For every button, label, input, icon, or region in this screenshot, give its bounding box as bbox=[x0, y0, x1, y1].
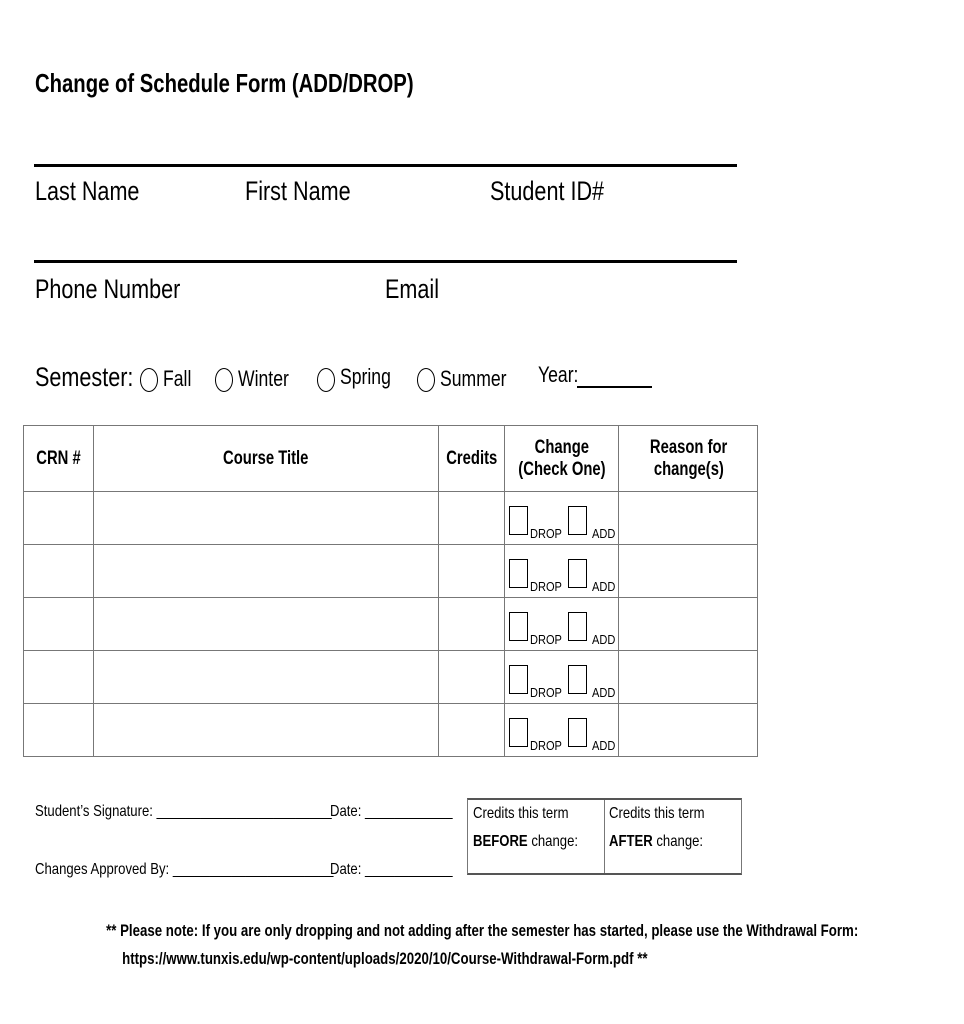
reason-cell[interactable] bbox=[619, 545, 758, 598]
change-cell bbox=[505, 651, 619, 704]
table-header-row bbox=[24, 426, 758, 492]
drop-checkbox[interactable] bbox=[509, 506, 528, 535]
add-checkbox[interactable] bbox=[568, 612, 587, 641]
header-course-title: Course Title bbox=[94, 426, 439, 492]
change-cell bbox=[505, 492, 619, 545]
contact-line[interactable] bbox=[34, 260, 737, 263]
drop-checkbox[interactable] bbox=[509, 612, 528, 641]
drop-label: DROP bbox=[530, 526, 563, 541]
year-label: Year: bbox=[538, 362, 579, 387]
credits-cell[interactable] bbox=[439, 545, 505, 598]
add-checkbox[interactable] bbox=[568, 559, 587, 588]
option-spring: Spring bbox=[340, 364, 391, 389]
credits-cell[interactable] bbox=[439, 704, 505, 757]
drop-label: DROP bbox=[530, 685, 563, 700]
credits-box bbox=[467, 798, 742, 875]
add-checkbox[interactable] bbox=[568, 665, 587, 694]
credits-cell[interactable] bbox=[439, 598, 505, 651]
semester-label: Semester: bbox=[35, 362, 134, 392]
header-change: Change (Check One) bbox=[505, 426, 619, 492]
credits-before-label: Credits this term bbox=[473, 805, 569, 822]
radio-summer[interactable] bbox=[417, 368, 435, 392]
add-label: ADD bbox=[592, 685, 616, 700]
add-checkbox[interactable] bbox=[568, 718, 587, 747]
first-name-label: First Name bbox=[245, 176, 351, 206]
withdrawal-note-line2: https://www.tunxis.edu/wp-content/uploads/2020/10/Course-Withdrawal-Form.pdf ** bbox=[122, 949, 648, 968]
drop-label: DROP bbox=[530, 632, 563, 647]
option-winter: Winter bbox=[238, 366, 289, 391]
add-label: ADD bbox=[592, 632, 616, 647]
reason-cell[interactable] bbox=[619, 651, 758, 704]
year-field[interactable] bbox=[577, 386, 652, 388]
reason-cell[interactable] bbox=[619, 704, 758, 757]
header-crn: CRN # bbox=[24, 426, 94, 492]
option-summer: Summer bbox=[440, 366, 507, 391]
credits-after-change: AFTER change: bbox=[609, 833, 704, 850]
course-title-cell[interactable] bbox=[94, 598, 439, 651]
last-name-label: Last Name bbox=[35, 176, 140, 206]
course-title-cell[interactable] bbox=[94, 651, 439, 704]
email-label: Email bbox=[385, 274, 440, 304]
reason-cell[interactable] bbox=[619, 492, 758, 545]
crn-cell[interactable] bbox=[24, 651, 94, 704]
header-reason: Reason for change(s) bbox=[619, 426, 758, 492]
table-row bbox=[24, 651, 758, 704]
option-fall: Fall bbox=[163, 366, 192, 391]
credits-cell[interactable] bbox=[439, 492, 505, 545]
drop-checkbox[interactable] bbox=[509, 559, 528, 588]
drop-checkbox[interactable] bbox=[509, 665, 528, 694]
crn-cell[interactable] bbox=[24, 492, 94, 545]
withdrawal-note-line1: ** Please note: If you are only dropping and not adding after the semester has started, please use the Withdrawal Form: bbox=[106, 921, 859, 940]
drop-checkbox[interactable] bbox=[509, 718, 528, 747]
phone-label: Phone Number bbox=[35, 274, 181, 304]
table-row bbox=[24, 545, 758, 598]
credits-cell[interactable] bbox=[439, 651, 505, 704]
credits-after-label: Credits this term bbox=[609, 805, 705, 822]
change-cell bbox=[505, 545, 619, 598]
course-title-cell[interactable] bbox=[94, 492, 439, 545]
add-label: ADD bbox=[592, 526, 616, 541]
radio-winter[interactable] bbox=[215, 368, 233, 392]
add-checkbox[interactable] bbox=[568, 506, 587, 535]
change-cell bbox=[505, 704, 619, 757]
table-row bbox=[24, 598, 758, 651]
form-title: Change of Schedule Form (ADD/DROP) bbox=[35, 68, 414, 98]
date-field-1[interactable]: Date: ____________ bbox=[330, 803, 453, 820]
radio-fall[interactable] bbox=[140, 368, 158, 392]
name-line[interactable] bbox=[34, 164, 737, 167]
crn-cell[interactable] bbox=[24, 545, 94, 598]
student-id-label: Student ID# bbox=[490, 176, 605, 206]
table-row bbox=[24, 704, 758, 757]
reason-cell[interactable] bbox=[619, 598, 758, 651]
header-credits: Credits bbox=[439, 426, 505, 492]
table-row bbox=[24, 492, 758, 545]
change-cell bbox=[505, 598, 619, 651]
drop-label: DROP bbox=[530, 579, 563, 594]
schedule-table bbox=[23, 425, 758, 757]
add-label: ADD bbox=[592, 579, 616, 594]
date-field-2[interactable]: Date: ____________ bbox=[330, 861, 453, 878]
crn-cell[interactable] bbox=[24, 704, 94, 757]
approved-by-field[interactable]: Changes Approved By: ______________________ bbox=[35, 861, 334, 878]
course-title-cell[interactable] bbox=[94, 545, 439, 598]
student-signature-field[interactable]: Student’s Signature: ________________________ bbox=[35, 803, 332, 820]
credits-before-change: BEFORE change: bbox=[473, 833, 579, 850]
course-title-cell[interactable] bbox=[94, 704, 439, 757]
crn-cell[interactable] bbox=[24, 598, 94, 651]
drop-label: DROP bbox=[530, 738, 563, 753]
radio-spring[interactable] bbox=[317, 368, 335, 392]
add-label: ADD bbox=[592, 738, 616, 753]
